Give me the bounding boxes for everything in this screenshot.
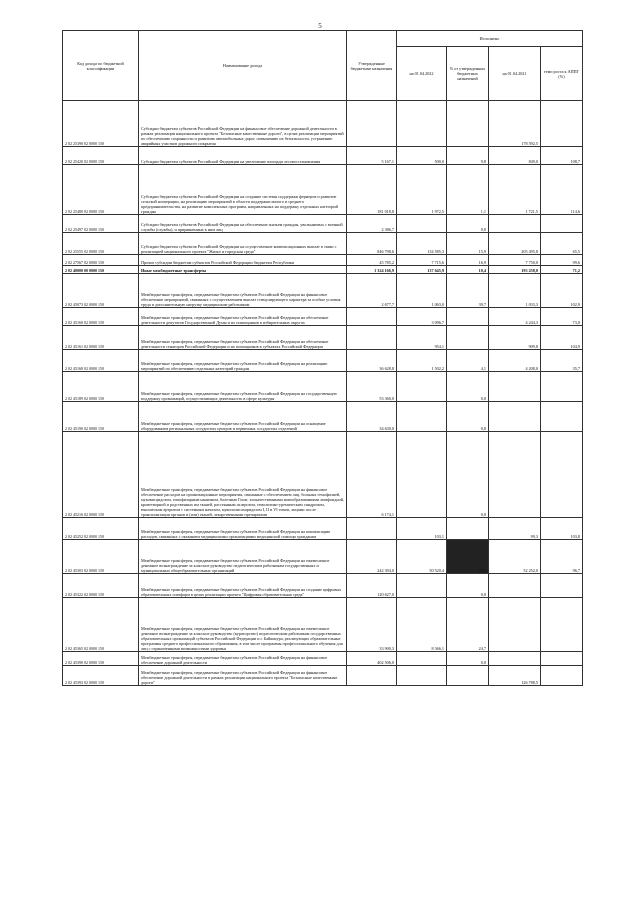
- row-name: Межбюджетные трансферты, передаваемые бюджетам субъектов Российской Федерации на ежемесячное денежное вознаграждение за классное руководство педагогическим работникам государственных и муниципальных общеобразовательных организаций: [139, 540, 347, 574]
- row-executed-2022: 103,1: [397, 518, 447, 540]
- row-approved: 2 386,7: [347, 215, 397, 233]
- row-name: Межбюджетные трансферты, передаваемые бюджетам субъектов Российской Федерации на создание цифровых образовательных платформ в целях реализации проекта "Цифровая образовательная среда": [139, 574, 347, 598]
- row-growth: [541, 652, 583, 666]
- row-approved: [347, 101, 397, 147]
- row-growth: [541, 372, 583, 402]
- row-code: 2 02 25390 02 0000 150: [63, 101, 139, 147]
- row-code: 2 02 45303 02 0000 150: [63, 540, 139, 574]
- row-code: 2 02 25555 02 0000 150: [63, 233, 139, 255]
- row-executed-2022: 1 972,5: [397, 165, 447, 215]
- row-executed-2022: [397, 215, 447, 233]
- row-percent: 0,0: [447, 652, 489, 666]
- row-approved: 402 506,0: [347, 652, 397, 666]
- row-growth: 102,9: [541, 274, 583, 308]
- table-row: [63, 598, 583, 652]
- header-date-2021: на 01.04.2021: [489, 47, 541, 101]
- table-row: [63, 215, 583, 233]
- row-percent: 0,0: [447, 574, 489, 598]
- row-code: 2 02 45393 02 0000 150: [63, 666, 139, 686]
- row-code: 2 02 45189 02 0000 150: [63, 372, 139, 402]
- row-percent: 15,9: [447, 233, 489, 255]
- header-name: Наименование дохода: [139, 31, 347, 101]
- row-name: Иные межбюджетные трансферты: [139, 266, 347, 274]
- row-approved: 181 018,8: [347, 165, 397, 215]
- row-percent: [447, 666, 489, 686]
- row-executed-2022: [397, 372, 447, 402]
- row-executed-2022: 50 520,4: [397, 540, 447, 574]
- row-percent: 10,4: [447, 266, 489, 274]
- row-percent: 24,7: [447, 598, 489, 652]
- row-growth: 65,5: [541, 233, 583, 255]
- row-name: Субсидии бюджетам субъектов Российской Федерации на финансовое обеспечение дорожной деятельности в рамках реализации национального проекта "Безопасные качественные дороги", в целях реализации мероприятий по обеспечению сохранности и развитию автомобильных дорог, повышению их безопасности, устранению аварийных участков дорожного покрытия: [139, 101, 347, 147]
- header-code: Код дохода по бюджетной классификации: [63, 31, 139, 101]
- row-executed-2021: 126 788,5: [489, 666, 541, 686]
- row-code: 2 02 25420 02 0000 150: [63, 147, 139, 165]
- row-growth: 108,7: [541, 147, 583, 165]
- row-percent: 1,1: [447, 165, 489, 215]
- row-executed-2022: 137 645,9: [397, 266, 447, 274]
- row-name: Межбюджетные трансферты, передаваемые бюджетам субъектов Российской Федерации на финансовое обеспечение дорожной деятельности: [139, 652, 347, 666]
- table-row: [63, 274, 583, 308]
- row-executed-2021: [489, 652, 541, 666]
- row-growth: 103,8: [541, 518, 583, 540]
- row-code: 2 02 45390 02 0000 150: [63, 652, 139, 666]
- table-row: [63, 402, 583, 432]
- row-name: Межбюджетные трансферты, передаваемые бюджетам субъектов Российской Федерации на ежемесячное денежное вознаграждение за классное руководство (кураторство) педагогическим работникам государственных образовательных организаций субъектов Российской Федерации и г. Байконура, реализующих образовательные программы среднего профессионального образования, в том числе программы профессионального обучения для лиц с ограниченными возможностями здоровья: [139, 598, 347, 652]
- row-code: 2 02 45168 02 0000 150: [63, 350, 139, 372]
- row-growth: [541, 598, 583, 652]
- row-growth: 99,6: [541, 255, 583, 266]
- row-growth: 73,0: [541, 308, 583, 326]
- table-row: [63, 666, 583, 686]
- row-percent: 39,7: [447, 274, 489, 308]
- row-executed-2021: 205 495,8: [489, 233, 541, 255]
- row-executed-2022: 500,0: [397, 147, 447, 165]
- table-row: [63, 574, 583, 598]
- table-row: [63, 165, 583, 215]
- page-number: 5: [318, 22, 322, 30]
- row-name: Межбюджетные трансферты, передаваемые бюджетам субъектов Российской Федерации на обеспечение деятельности сенаторов Российской Федерации и их помощников в субъектах Российской Федерации: [139, 326, 347, 350]
- table-row: [63, 350, 583, 372]
- row-approved: [347, 326, 397, 350]
- header-executed: Исполнено: [397, 31, 583, 47]
- row-executed-2021: 1 721,5: [489, 165, 541, 215]
- row-approved: 242 394,0: [347, 540, 397, 574]
- row-code: 2 02 45365 02 0000 150: [63, 598, 139, 652]
- row-code: 2 02 45160 02 0000 150: [63, 308, 139, 326]
- row-percent: 16,9: [447, 255, 489, 266]
- row-executed-2021: 193 258,0: [489, 266, 541, 274]
- row-growth: [541, 666, 583, 686]
- header-date-2022: на 01.04.2022: [397, 47, 447, 101]
- row-approved: 33 900,3: [347, 598, 397, 652]
- row-percent: [447, 518, 489, 540]
- table-row: [63, 540, 583, 574]
- row-percent: 9,8: [447, 147, 489, 165]
- row-executed-2021: 849,0: [489, 147, 541, 165]
- row-percent: 20,8: [447, 540, 489, 574]
- row-code: 2 02 45161 02 0000 150: [63, 326, 139, 350]
- row-approved: 53 360,0: [347, 372, 397, 402]
- row-executed-2022: [397, 402, 447, 432]
- table-row: [63, 518, 583, 540]
- row-growth: [541, 101, 583, 147]
- row-code: 2 02 25480 02 0000 150: [63, 165, 139, 215]
- row-percent: 4,1: [447, 350, 489, 372]
- row-executed-2021: 1 033,3: [489, 274, 541, 308]
- row-code: 2 02 45073 02 0000 150: [63, 274, 139, 308]
- row-executed-2022: 1 502,2: [397, 350, 447, 372]
- row-code: 2 02 45216 02 0000 150: [63, 432, 139, 518]
- revenue-table: [62, 30, 583, 686]
- row-executed-2021: 4 208,0: [489, 350, 541, 372]
- row-executed-2021: 4 244,3: [489, 308, 541, 326]
- row-growth: [541, 432, 583, 518]
- row-executed-2021: [489, 372, 541, 402]
- row-approved: 846 798,6: [347, 233, 397, 255]
- header-growth: темп роста к АППГ (%): [541, 47, 583, 101]
- row-executed-2021: [489, 432, 541, 518]
- row-executed-2022: 1 063,0: [397, 274, 447, 308]
- row-percent: 0,0: [447, 372, 489, 402]
- row-executed-2022: 134 585,3: [397, 233, 447, 255]
- row-percent: 0,0: [447, 402, 489, 432]
- table-row: [63, 432, 583, 518]
- row-growth: 35,7: [541, 350, 583, 372]
- row-name: Межбюджетные трансферты, передаваемые бюджетам субъектов Российской Федерации на финансовое обеспечение дорожной деятельности в рамках реализации национального проекта "Безопасные качественные дороги": [139, 666, 347, 686]
- row-code: 2 02 45190 02 0000 150: [63, 402, 139, 432]
- row-percent: 0,0: [447, 215, 489, 233]
- row-executed-2022: [397, 101, 447, 147]
- row-executed-2022: [397, 574, 447, 598]
- row-approved: 34 630,0: [347, 402, 397, 432]
- row-executed-2021: [489, 598, 541, 652]
- table-row: [63, 652, 583, 666]
- row-name: Межбюджетные трансферты, передаваемые бюджетам субъектов Российской Федерации на реализацию мероприятий по обеспечению отдельных категорий граждан: [139, 350, 347, 372]
- row-name: Межбюджетные трансферты, передаваемые бюджетам субъектов Российской Федерации на оснащение оборудованием региональных сосудистых центров и первичных сосудистых отделений: [139, 402, 347, 432]
- row-code: 2 02 27567 02 0000 150: [63, 255, 139, 266]
- row-executed-2022: 3 096,7: [397, 308, 447, 326]
- row-percent: 0,0: [447, 432, 489, 518]
- row-name: Межбюджетные трансферты, передаваемые бюджетам субъектов Российской Федерации на государственную поддержку организаций, осуществляющих деятельность в сфере культуры: [139, 372, 347, 402]
- table-row: [63, 101, 583, 147]
- row-executed-2021: [489, 574, 541, 598]
- header-percent: % от утвержденных бюджетных назначений: [447, 47, 489, 101]
- row-executed-2021: [489, 215, 541, 233]
- row-name: Межбюджетные трансферты, передаваемые бюджетам субъектов Российской Федерации на финансовое обеспечение расходов на организационные мероприятия, связанные с обеспечением лиц, больных гемофилией, муковисцидозом, гипофизарным нанизмом, болезнью Гоше, злокачественными новообразованиями лимфоидной, кроветворной и родственных им тканей, рассеянным склерозом, гемолитико-уремическим синдромом, юношеским артритом с системным началом, мукополисахаридозом I, II и VI типов, лицами после трансплантации органов и (или) тканей, лекарственными препаратами: [139, 432, 347, 518]
- row-code: 2 02 25497 02 0000 150: [63, 215, 139, 233]
- row-growth: 104,9: [541, 326, 583, 350]
- row-code: 2 02 45252 02 0000 150: [63, 518, 139, 540]
- row-growth: [541, 402, 583, 432]
- row-percent: [447, 308, 489, 326]
- table-row: [63, 266, 583, 274]
- table-row: [63, 326, 583, 350]
- header-approved: Утвержденные бюджетные назначения: [347, 31, 397, 101]
- row-executed-2021: 99,3: [489, 518, 541, 540]
- row-executed-2022: 8 366,1: [397, 598, 447, 652]
- row-name: Прочие субсидии бюджетам субъектов Российской Федерации бюджетам Республики: [139, 255, 347, 266]
- row-executed-2021: 909,8: [489, 326, 541, 350]
- row-growth: 71,2: [541, 266, 583, 274]
- row-approved: 36 628,8: [347, 350, 397, 372]
- row-approved: 6 174,1: [347, 432, 397, 518]
- row-name: Субсидии бюджетам субъектов Российской Федерации на осуществление компенсационных выплат в связи с реализацией национального проекта "Жилье и городская среда": [139, 233, 347, 255]
- row-approved: 1 324 166,9: [347, 266, 397, 274]
- row-approved: 5 167,1: [347, 147, 397, 165]
- row-name: Межбюджетные трансферты, передаваемые бюджетам субъектов Российской Федерации на обеспечение деятельности депутатов Государственной Думы и их помощников в избирательных округах: [139, 308, 347, 326]
- row-executed-2021: 178 592,5: [489, 101, 541, 147]
- row-approved: 120 627,0: [347, 574, 397, 598]
- row-growth: 96,7: [541, 540, 583, 574]
- row-executed-2021: [489, 402, 541, 432]
- table-row: [63, 255, 583, 266]
- row-approved: 45 785,2: [347, 255, 397, 266]
- row-approved: 2 677,7: [347, 274, 397, 308]
- row-executed-2021: 7 750,0: [489, 255, 541, 266]
- row-growth: 114,6: [541, 165, 583, 215]
- row-approved: [347, 666, 397, 686]
- table-row: [63, 233, 583, 255]
- row-growth: [541, 215, 583, 233]
- row-name: Субсидии бюджетам субъектов Российской Федерации на обеспечение жильем граждан, увольняемых с военной службы (службы), и приравненных к ним лиц: [139, 215, 347, 233]
- table-row: [63, 147, 583, 165]
- row-executed-2022: [397, 666, 447, 686]
- table-row: [63, 308, 583, 326]
- row-growth: [541, 574, 583, 598]
- row-approved: [347, 308, 397, 326]
- row-code: 2 02 40000 00 0000 150: [63, 266, 139, 274]
- row-executed-2022: 7 715,6: [397, 255, 447, 266]
- row-approved: [347, 518, 397, 540]
- row-executed-2022: [397, 432, 447, 518]
- row-code: 2 02 45322 02 0000 150: [63, 574, 139, 598]
- row-name: Субсидии бюджетам субъектов Российской Федерации на увеличение площади лесовосстановления: [139, 147, 347, 165]
- row-name: Межбюджетные трансферты, передаваемые бюджетам субъектов Российской Федерации на компенсацию расходов, связанных с оказанием медицинскими организациями медицинской помощи гражданам: [139, 518, 347, 540]
- row-percent: [447, 101, 489, 147]
- row-executed-2021: 52 252,0: [489, 540, 541, 574]
- table-body: [63, 101, 583, 686]
- row-name: Межбюджетные трансферты, передаваемые бюджетам субъектов Российской Федерации на финансовое обеспечение мероприятий, связанных с осуществлением выплат стимулирующего характера за особые условия труда и дополнительную нагрузку медицинским работникам: [139, 274, 347, 308]
- row-executed-2022: 954,1: [397, 326, 447, 350]
- table-row: [63, 372, 583, 402]
- row-name: Субсидии бюджетам субъектов Российской Федерации на создание системы поддержки фермеров и развитие сельской кооперации, на реализацию мероприятий в области поддержки малого и среднего предпринимательства, на развитие комплексных программ, направленных на поддержку отдельных категорий граждан: [139, 165, 347, 215]
- row-executed-2022: [397, 652, 447, 666]
- row-percent: [447, 326, 489, 350]
